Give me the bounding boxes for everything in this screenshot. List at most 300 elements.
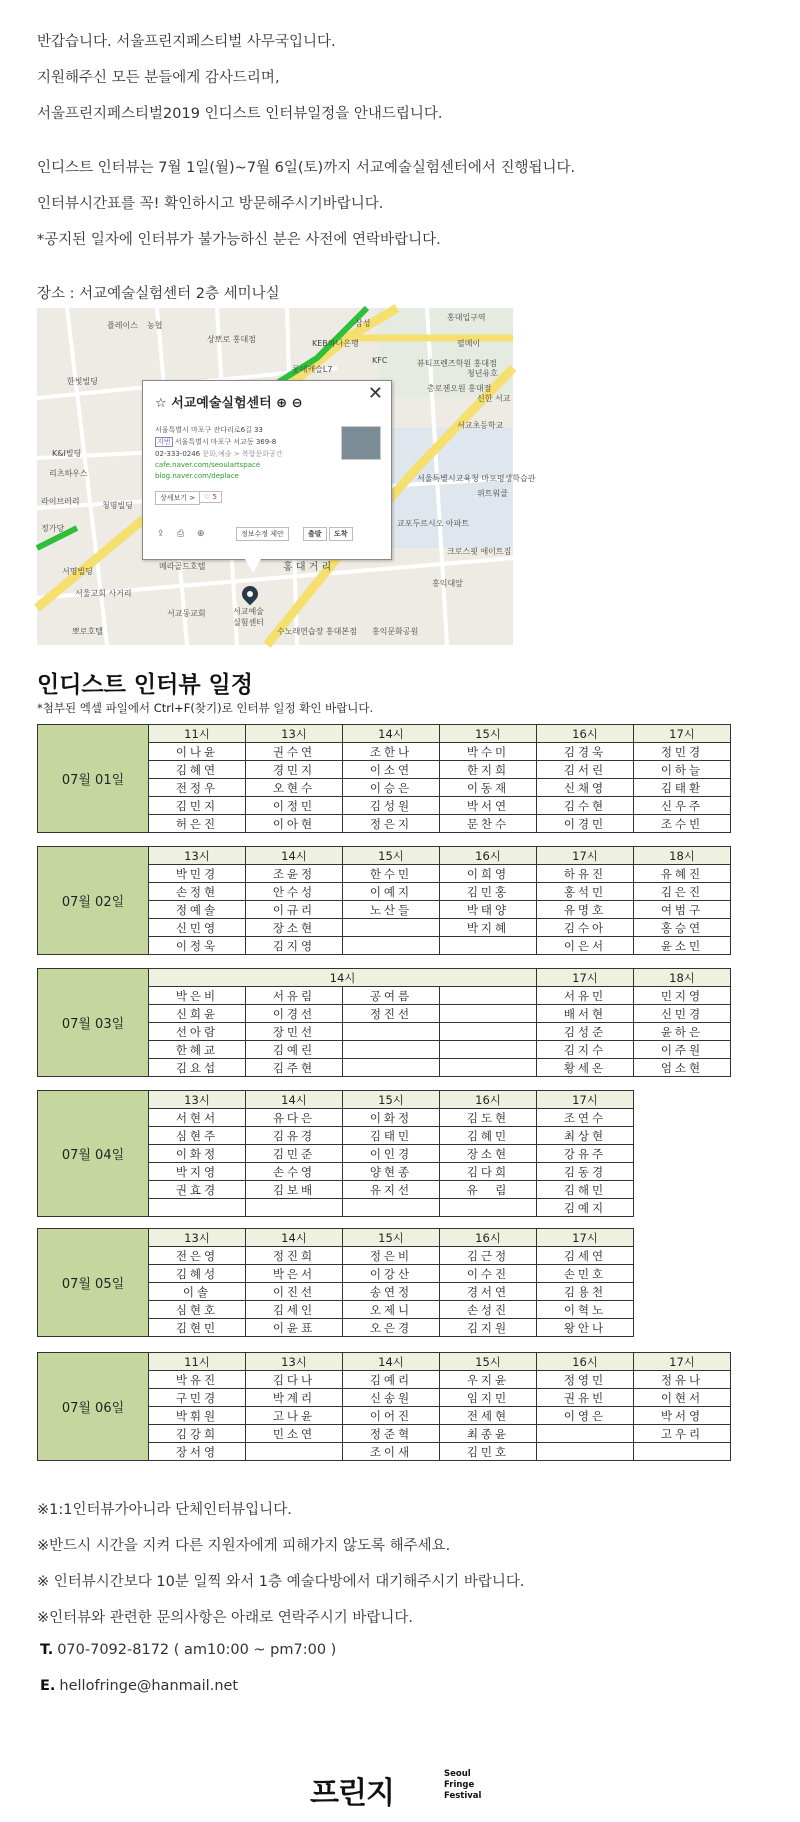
name-cell: 조이새 bbox=[343, 1443, 440, 1461]
name-cell: 오현수 bbox=[246, 779, 343, 797]
detail-button[interactable]: 상세보기 > bbox=[155, 491, 200, 505]
map-label: 홍익대앞 bbox=[432, 579, 463, 588]
name-cell: 이예지 bbox=[343, 883, 440, 901]
name-cell: 김지수 bbox=[537, 1041, 634, 1059]
name-cell: 김주현 bbox=[246, 1059, 343, 1077]
empty-cell bbox=[634, 1319, 731, 1337]
logo-korean: 프린지 bbox=[310, 1776, 394, 1811]
time-header: 17시 bbox=[537, 1091, 634, 1109]
name-cell: 홍석민 bbox=[537, 883, 634, 901]
contact-email: E. hellofringe@hanmail.net bbox=[40, 1678, 239, 1694]
name-cell: 김혜민 bbox=[440, 1127, 537, 1145]
notice-line-3: *공지된 일자에 인터뷰가 불가능하신 분은 사전에 연락바랍니다. bbox=[37, 232, 441, 248]
place-popup[interactable] bbox=[142, 380, 392, 560]
name-cell bbox=[343, 1041, 440, 1059]
map-label: 뽀로호텔 bbox=[72, 627, 103, 636]
name-cell: 장소현 bbox=[246, 919, 343, 937]
name-cell bbox=[343, 919, 440, 937]
name-cell: 이진선 bbox=[246, 1283, 343, 1301]
name-cell: 손민호 bbox=[537, 1265, 634, 1283]
map-label: 뷰티프렌즈학원 홍대점 bbox=[417, 359, 497, 368]
map-label: 메라골드호텔 bbox=[159, 562, 206, 571]
map-label: 서울교회 사거리 bbox=[75, 589, 132, 598]
name-cell: 신채영 bbox=[537, 779, 634, 797]
name-cell: 박계리 bbox=[246, 1389, 343, 1407]
map-label: 서교동교회 bbox=[167, 609, 206, 618]
name-cell: 유다은 bbox=[246, 1109, 343, 1127]
name-cell: 김성원 bbox=[343, 797, 440, 815]
map-label: 수노래연습장 홍대본점 bbox=[277, 627, 357, 636]
name-cell: 강유주 bbox=[537, 1145, 634, 1163]
time-header: 17시 bbox=[537, 969, 634, 987]
map-label: K&I빌딩 bbox=[52, 449, 82, 458]
name-cell: 하유진 bbox=[537, 865, 634, 883]
popup-link-blog[interactable]: blog.naver.com/deplace bbox=[155, 472, 239, 480]
time-header: 13시 bbox=[149, 1091, 246, 1109]
map-label: 농협 bbox=[147, 321, 163, 330]
day-label: 07월 03일 bbox=[38, 969, 149, 1077]
name-cell: 배서현 bbox=[537, 1005, 634, 1023]
name-cell: 송연정 bbox=[343, 1283, 440, 1301]
name-cell: 조연수 bbox=[537, 1109, 634, 1127]
name-cell: 박서영 bbox=[634, 1407, 731, 1425]
name-cell bbox=[149, 1199, 246, 1217]
map-label: 롯데캐슬L7 bbox=[292, 365, 333, 374]
name-cell: 조윤정 bbox=[246, 865, 343, 883]
name-cell: 한수민 bbox=[343, 865, 440, 883]
intro-line-3: 서울프린지페스티벌2019 인디스트 인터뷰일정을 안내드립니다. bbox=[37, 106, 443, 122]
name-cell bbox=[440, 1059, 537, 1077]
name-cell: 김예지 bbox=[537, 1199, 634, 1217]
name-cell: 김도현 bbox=[440, 1109, 537, 1127]
zoom-icon[interactable]: ⊕ bbox=[197, 529, 205, 539]
map-label: 크로스핏 에이트짐 bbox=[447, 547, 512, 556]
name-cell: 이강산 bbox=[343, 1265, 440, 1283]
name-cell: 정진희 bbox=[246, 1247, 343, 1265]
name-cell bbox=[440, 1023, 537, 1041]
name-cell: 정예솔 bbox=[149, 901, 246, 919]
empty-cell bbox=[634, 1127, 731, 1145]
name-cell: 박태양 bbox=[440, 901, 537, 919]
name-cell: 박지혜 bbox=[440, 919, 537, 937]
empty-cell bbox=[634, 1301, 731, 1319]
map-label: 총로젠오원 홍대점 bbox=[427, 384, 492, 393]
day-label: 07월 06일 bbox=[38, 1353, 149, 1461]
footnote-4: ※인터뷰와 관련한 문의사항은 아래로 연락주시기 바랍니다. bbox=[37, 1610, 413, 1626]
name-cell: 정영민 bbox=[537, 1371, 634, 1389]
name-cell: 허은진 bbox=[149, 815, 246, 833]
name-cell: 김유경 bbox=[246, 1127, 343, 1145]
time-header: 15시 bbox=[440, 1353, 537, 1371]
name-cell: 전세현 bbox=[440, 1407, 537, 1425]
intro-line-1: 반갑습니다. 서울프린지페스티벌 사무국입니다. bbox=[37, 34, 336, 50]
time-header: 13시 bbox=[246, 725, 343, 743]
name-cell: 김세연 bbox=[537, 1247, 634, 1265]
name-cell: 박은서 bbox=[246, 1265, 343, 1283]
name-cell: 한혜교 bbox=[149, 1041, 246, 1059]
name-cell: 윤하은 bbox=[634, 1023, 731, 1041]
map-label: 삼성 bbox=[355, 319, 371, 328]
name-cell: 김요섭 bbox=[149, 1059, 246, 1077]
popup-tail bbox=[245, 559, 261, 573]
name-cell: 전은영 bbox=[149, 1247, 246, 1265]
schedule-note: *첨부된 엑셀 파일에서 Ctrl+F(찾기)로 인터뷰 일정 확인 바랍니다. bbox=[37, 701, 374, 715]
name-cell: 이동재 bbox=[440, 779, 537, 797]
name-cell: 김보배 bbox=[246, 1181, 343, 1199]
start-button[interactable]: 출발 bbox=[303, 527, 327, 541]
name-cell: 정진선 bbox=[343, 1005, 440, 1023]
time-header: 14시 bbox=[149, 969, 537, 987]
schedule-table bbox=[37, 968, 731, 1077]
empty-cell bbox=[634, 1181, 731, 1199]
name-cell bbox=[343, 1059, 440, 1077]
time-header: 16시 bbox=[440, 1091, 537, 1109]
name-cell: 유 림 bbox=[440, 1181, 537, 1199]
name-cell: 최종윤 bbox=[440, 1425, 537, 1443]
name-cell: 경민지 bbox=[246, 761, 343, 779]
time-header: 17시 bbox=[537, 847, 634, 865]
name-cell: 이소연 bbox=[343, 761, 440, 779]
name-cell bbox=[440, 987, 537, 1005]
name-cell: 엄소현 bbox=[634, 1059, 731, 1077]
time-header: 17시 bbox=[537, 1229, 634, 1247]
name-cell: 김혜성 bbox=[149, 1265, 246, 1283]
name-cell: 이규리 bbox=[246, 901, 343, 919]
name-cell: 이하늘 bbox=[634, 761, 731, 779]
empty-cell bbox=[634, 1109, 731, 1127]
name-cell: 이인경 bbox=[343, 1145, 440, 1163]
name-cell: 박수미 bbox=[440, 743, 537, 761]
day-label: 07월 01일 bbox=[38, 725, 149, 833]
schedule-table bbox=[37, 724, 731, 833]
name-cell: 이나윤 bbox=[149, 743, 246, 761]
name-cell: 권수연 bbox=[246, 743, 343, 761]
name-cell: 이화정 bbox=[149, 1145, 246, 1163]
name-cell: 장소현 bbox=[440, 1145, 537, 1163]
time-header: 18시 bbox=[634, 847, 731, 865]
name-cell: 김지영 bbox=[246, 937, 343, 955]
name-cell bbox=[246, 1199, 343, 1217]
name-cell: 한지희 bbox=[440, 761, 537, 779]
name-cell: 신민경 bbox=[634, 1005, 731, 1023]
name-cell bbox=[634, 1443, 731, 1461]
name-cell: 경서연 bbox=[440, 1283, 537, 1301]
name-cell: 이정민 bbox=[246, 797, 343, 815]
empty-cell bbox=[634, 1229, 731, 1247]
name-cell: 여범구 bbox=[634, 901, 731, 919]
name-cell: 김서린 bbox=[537, 761, 634, 779]
schedule-title: 인디스트 인터뷰 일정 bbox=[37, 672, 253, 698]
map-label: 청년유호 bbox=[467, 369, 498, 378]
name-cell: 박은비 bbox=[149, 987, 246, 1005]
time-header: 14시 bbox=[343, 1353, 440, 1371]
name-cell: 이아현 bbox=[246, 815, 343, 833]
name-cell: 장민선 bbox=[246, 1023, 343, 1041]
empty-cell bbox=[634, 1283, 731, 1301]
name-cell: 김예린 bbox=[246, 1041, 343, 1059]
contact-phone: T. 070-7092-8172 ( am10:00 ~ pm7:00 ) bbox=[40, 1642, 337, 1658]
name-cell: 유지선 bbox=[343, 1181, 440, 1199]
name-cell: 손수영 bbox=[246, 1163, 343, 1181]
name-cell: 김수현 bbox=[537, 797, 634, 815]
name-cell: 조수빈 bbox=[634, 815, 731, 833]
name-cell bbox=[343, 1023, 440, 1041]
edit-suggest-button[interactable]: 정보수정 제안 bbox=[236, 527, 289, 541]
name-cell: 이정욱 bbox=[149, 937, 246, 955]
map-label: 홍 대 거 리 bbox=[283, 562, 332, 573]
map-label: 라이브러리 bbox=[41, 497, 80, 506]
time-header: 17시 bbox=[634, 725, 731, 743]
name-cell: 안수성 bbox=[246, 883, 343, 901]
map-label: 필메이 bbox=[457, 339, 481, 348]
name-cell bbox=[440, 937, 537, 955]
name-cell: 정유나 bbox=[634, 1371, 731, 1389]
day-label: 07월 05일 bbox=[38, 1229, 149, 1337]
name-cell: 김성준 bbox=[537, 1023, 634, 1041]
name-cell bbox=[440, 1041, 537, 1059]
schedule-table bbox=[37, 1090, 731, 1217]
popup-phone: 02-333-0246 문화,예술 > 복합문화공간 bbox=[155, 450, 283, 458]
name-cell: 박서연 bbox=[440, 797, 537, 815]
name-cell: 서유민 bbox=[537, 987, 634, 1005]
name-cell: 노산들 bbox=[343, 901, 440, 919]
name-cell: 김지원 bbox=[440, 1319, 537, 1337]
share-icon[interactable]: ⇪ bbox=[157, 529, 165, 539]
name-cell: 문찬수 bbox=[440, 815, 537, 833]
day-label: 07월 04일 bbox=[38, 1091, 149, 1217]
name-cell: 박휘원 bbox=[149, 1407, 246, 1425]
name-cell: 김강희 bbox=[149, 1425, 246, 1443]
name-cell: 김다나 bbox=[246, 1371, 343, 1389]
pin-label: 서교예술 실험센터 bbox=[233, 607, 264, 627]
name-cell bbox=[343, 1199, 440, 1217]
popup-title: ☆ 서교예술실험센터 ⊕ ⊖ bbox=[155, 396, 303, 411]
name-cell bbox=[440, 1199, 537, 1217]
empty-cell bbox=[634, 1145, 731, 1163]
time-header: 16시 bbox=[537, 725, 634, 743]
name-cell: 김민홍 bbox=[440, 883, 537, 901]
footnote-1: ※1:1인터뷰가아니라 단체인터뷰입니다. bbox=[37, 1502, 292, 1518]
notice-line-2: 인터뷰시간표를 꼭! 확인하시고 방문해주시기바랍니다. bbox=[37, 196, 384, 212]
map-label: 신한 서교 bbox=[477, 394, 511, 403]
name-cell: 조한나 bbox=[343, 743, 440, 761]
time-header: 13시 bbox=[149, 847, 246, 865]
name-cell: 오은경 bbox=[343, 1319, 440, 1337]
map-label: KEB하나은행 bbox=[312, 339, 359, 348]
fringe-logo bbox=[310, 1768, 482, 1812]
name-cell: 이승은 bbox=[343, 779, 440, 797]
map-label: 위트워클 bbox=[477, 489, 508, 498]
map-label: 서명빌딩 bbox=[62, 567, 93, 576]
name-cell: 이어진 bbox=[343, 1407, 440, 1425]
time-header: 16시 bbox=[440, 1229, 537, 1247]
popup-link-cafe[interactable]: cafe.naver.com/seoulartspace bbox=[155, 461, 261, 469]
name-cell: 장서영 bbox=[149, 1443, 246, 1461]
time-header: 14시 bbox=[246, 1091, 343, 1109]
name-cell: 김태민 bbox=[343, 1127, 440, 1145]
name-cell: 김다희 bbox=[440, 1163, 537, 1181]
name-cell: 심현주 bbox=[149, 1127, 246, 1145]
time-header: 18시 bbox=[634, 969, 731, 987]
map-label: 홍익문화공원 bbox=[372, 627, 419, 636]
name-cell: 윤소민 bbox=[634, 937, 731, 955]
arrive-button[interactable]: 도착 bbox=[329, 527, 353, 541]
name-cell: 이화정 bbox=[343, 1109, 440, 1127]
name-cell: 유명호 bbox=[537, 901, 634, 919]
map-label: 홍대입구역 bbox=[447, 313, 486, 322]
location-map[interactable] bbox=[37, 308, 536, 645]
time-header: 15시 bbox=[343, 1229, 440, 1247]
time-header: 13시 bbox=[246, 1353, 343, 1371]
name-cell: 김현민 bbox=[149, 1319, 246, 1337]
name-cell: 손정현 bbox=[149, 883, 246, 901]
name-cell: 공여름 bbox=[343, 987, 440, 1005]
location-text: 장소 : 서교예술실험센터 2층 세미나실 bbox=[37, 286, 280, 302]
name-cell: 김혜연 bbox=[149, 761, 246, 779]
notice-line-1: 인디스트 인터뷰는 7월 1일(월)~7월 6일(토)까지 서교예술실험센터에서 진행됩니다. bbox=[37, 160, 576, 176]
name-cell: 김용천 bbox=[537, 1283, 634, 1301]
popup-road-address: 서울특별시 마포구 잔다리로6길 33 bbox=[155, 426, 263, 434]
name-cell: 김민준 bbox=[246, 1145, 343, 1163]
name-cell: 이주원 bbox=[634, 1041, 731, 1059]
name-cell: 권효경 bbox=[149, 1181, 246, 1199]
name-cell: 이경선 bbox=[246, 1005, 343, 1023]
name-cell: 신송원 bbox=[343, 1389, 440, 1407]
name-cell: 왕안나 bbox=[537, 1319, 634, 1337]
name-cell: 서유림 bbox=[246, 987, 343, 1005]
name-cell: 양현종 bbox=[343, 1163, 440, 1181]
name-cell: 김은진 bbox=[634, 883, 731, 901]
name-cell: 최상현 bbox=[537, 1127, 634, 1145]
name-cell: 선아람 bbox=[149, 1023, 246, 1041]
map-label: KFC bbox=[372, 356, 388, 365]
name-cell: 서현서 bbox=[149, 1109, 246, 1127]
map-label: 교포두르시오 아파트 bbox=[397, 519, 470, 528]
name-cell: 이솔 bbox=[149, 1283, 246, 1301]
time-header: 14시 bbox=[246, 847, 343, 865]
map-label: 청명빌딩 bbox=[102, 501, 133, 510]
name-cell: 전정우 bbox=[149, 779, 246, 797]
name-cell: 민지영 bbox=[634, 987, 731, 1005]
name-cell bbox=[537, 1425, 634, 1443]
name-cell: 정은지 bbox=[343, 815, 440, 833]
time-header: 14시 bbox=[343, 725, 440, 743]
map-label: 정가당 bbox=[41, 524, 65, 533]
name-cell: 권유빈 bbox=[537, 1389, 634, 1407]
schedule-table bbox=[37, 1228, 731, 1337]
name-cell: 손성진 bbox=[440, 1301, 537, 1319]
name-cell: 박민경 bbox=[149, 865, 246, 883]
name-cell: 이경민 bbox=[537, 815, 634, 833]
popup-lot-address: 지번 서울특별시 마포구 서교동 369-8 bbox=[157, 438, 277, 446]
intro-line-2: 지원해주신 모든 분들에게 감사드리며, bbox=[37, 70, 280, 86]
name-cell: 정민경 bbox=[634, 743, 731, 761]
name-cell: 김경욱 bbox=[537, 743, 634, 761]
name-cell: 고나윤 bbox=[246, 1407, 343, 1425]
map-label: 서교초등학교 bbox=[457, 421, 504, 430]
name-cell: 이은서 bbox=[537, 937, 634, 955]
time-header: 13시 bbox=[149, 1229, 246, 1247]
name-cell: 고우리 bbox=[634, 1425, 731, 1443]
close-icon[interactable]: ✕ bbox=[367, 383, 383, 404]
name-cell: 우지윤 bbox=[440, 1371, 537, 1389]
like-button[interactable]: ♡ 5 bbox=[199, 491, 222, 503]
name-cell: 오제니 bbox=[343, 1301, 440, 1319]
name-cell: 신희윤 bbox=[149, 1005, 246, 1023]
time-header: 16시 bbox=[537, 1353, 634, 1371]
empty-cell bbox=[634, 1247, 731, 1265]
map-label: 플레이스 bbox=[107, 321, 138, 330]
name-cell: 민소연 bbox=[246, 1425, 343, 1443]
name-cell: 유혜진 bbox=[634, 865, 731, 883]
name-cell: 김예리 bbox=[343, 1371, 440, 1389]
name-cell bbox=[537, 1443, 634, 1461]
schedule-table bbox=[37, 1352, 731, 1461]
name-cell: 김근정 bbox=[440, 1247, 537, 1265]
empty-cell bbox=[634, 1091, 731, 1109]
name-cell: 김동경 bbox=[537, 1163, 634, 1181]
name-cell: 김세인 bbox=[246, 1301, 343, 1319]
empty-cell bbox=[634, 1163, 731, 1181]
name-cell: 이희영 bbox=[440, 865, 537, 883]
map-label: 서울특별시교육청 마포평생학습관 bbox=[417, 474, 536, 483]
map-label: 상뽀로 홍대점 bbox=[207, 335, 256, 344]
name-cell bbox=[440, 1005, 537, 1023]
name-cell: 황세온 bbox=[537, 1059, 634, 1077]
name-cell bbox=[343, 937, 440, 955]
name-cell: 신민영 bbox=[149, 919, 246, 937]
empty-cell bbox=[634, 1265, 731, 1283]
name-cell: 김태환 bbox=[634, 779, 731, 797]
name-cell: 이윤표 bbox=[246, 1319, 343, 1337]
logo-english: Seoul Fringe Festival bbox=[444, 1769, 482, 1801]
name-cell: 김수아 bbox=[537, 919, 634, 937]
name-cell: 김해민 bbox=[537, 1181, 634, 1199]
time-header: 11시 bbox=[149, 725, 246, 743]
map-label: 한빛빌딩 bbox=[67, 377, 98, 386]
schedule-table bbox=[37, 846, 731, 955]
name-cell: 이수진 bbox=[440, 1265, 537, 1283]
empty-cell bbox=[634, 1199, 731, 1217]
name-cell: 이영은 bbox=[537, 1407, 634, 1425]
name-cell: 신우주 bbox=[634, 797, 731, 815]
map-label: 리츠하우스 bbox=[49, 469, 88, 478]
time-header: 15시 bbox=[343, 847, 440, 865]
name-cell: 김민호 bbox=[440, 1443, 537, 1461]
place-thumbnail bbox=[341, 426, 381, 460]
name-cell: 이현서 bbox=[634, 1389, 731, 1407]
name-cell: 김민지 bbox=[149, 797, 246, 815]
name-cell: 정은비 bbox=[343, 1247, 440, 1265]
name-cell bbox=[246, 1443, 343, 1461]
name-cell: 이혁노 bbox=[537, 1301, 634, 1319]
name-cell: 홍승연 bbox=[634, 919, 731, 937]
footnote-3: ※ 인터뷰시간보다 10분 일찍 와서 1층 예술다방에서 대기해주시기 바랍니다. bbox=[37, 1574, 525, 1590]
time-header: 15시 bbox=[343, 1091, 440, 1109]
time-header: 11시 bbox=[149, 1353, 246, 1371]
print-icon[interactable]: ⎙ bbox=[177, 529, 185, 539]
time-header: 14시 bbox=[246, 1229, 343, 1247]
footnote-2: ※반드시 시간을 지켜 다른 지원자에게 피해가지 않도록 해주세요. bbox=[37, 1538, 451, 1554]
day-label: 07월 02일 bbox=[38, 847, 149, 955]
name-cell: 임지민 bbox=[440, 1389, 537, 1407]
time-header: 16시 bbox=[440, 847, 537, 865]
time-header: 15시 bbox=[440, 725, 537, 743]
name-cell: 구민경 bbox=[149, 1389, 246, 1407]
name-cell: 정준혁 bbox=[343, 1425, 440, 1443]
name-cell: 박유진 bbox=[149, 1371, 246, 1389]
name-cell: 박지영 bbox=[149, 1163, 246, 1181]
